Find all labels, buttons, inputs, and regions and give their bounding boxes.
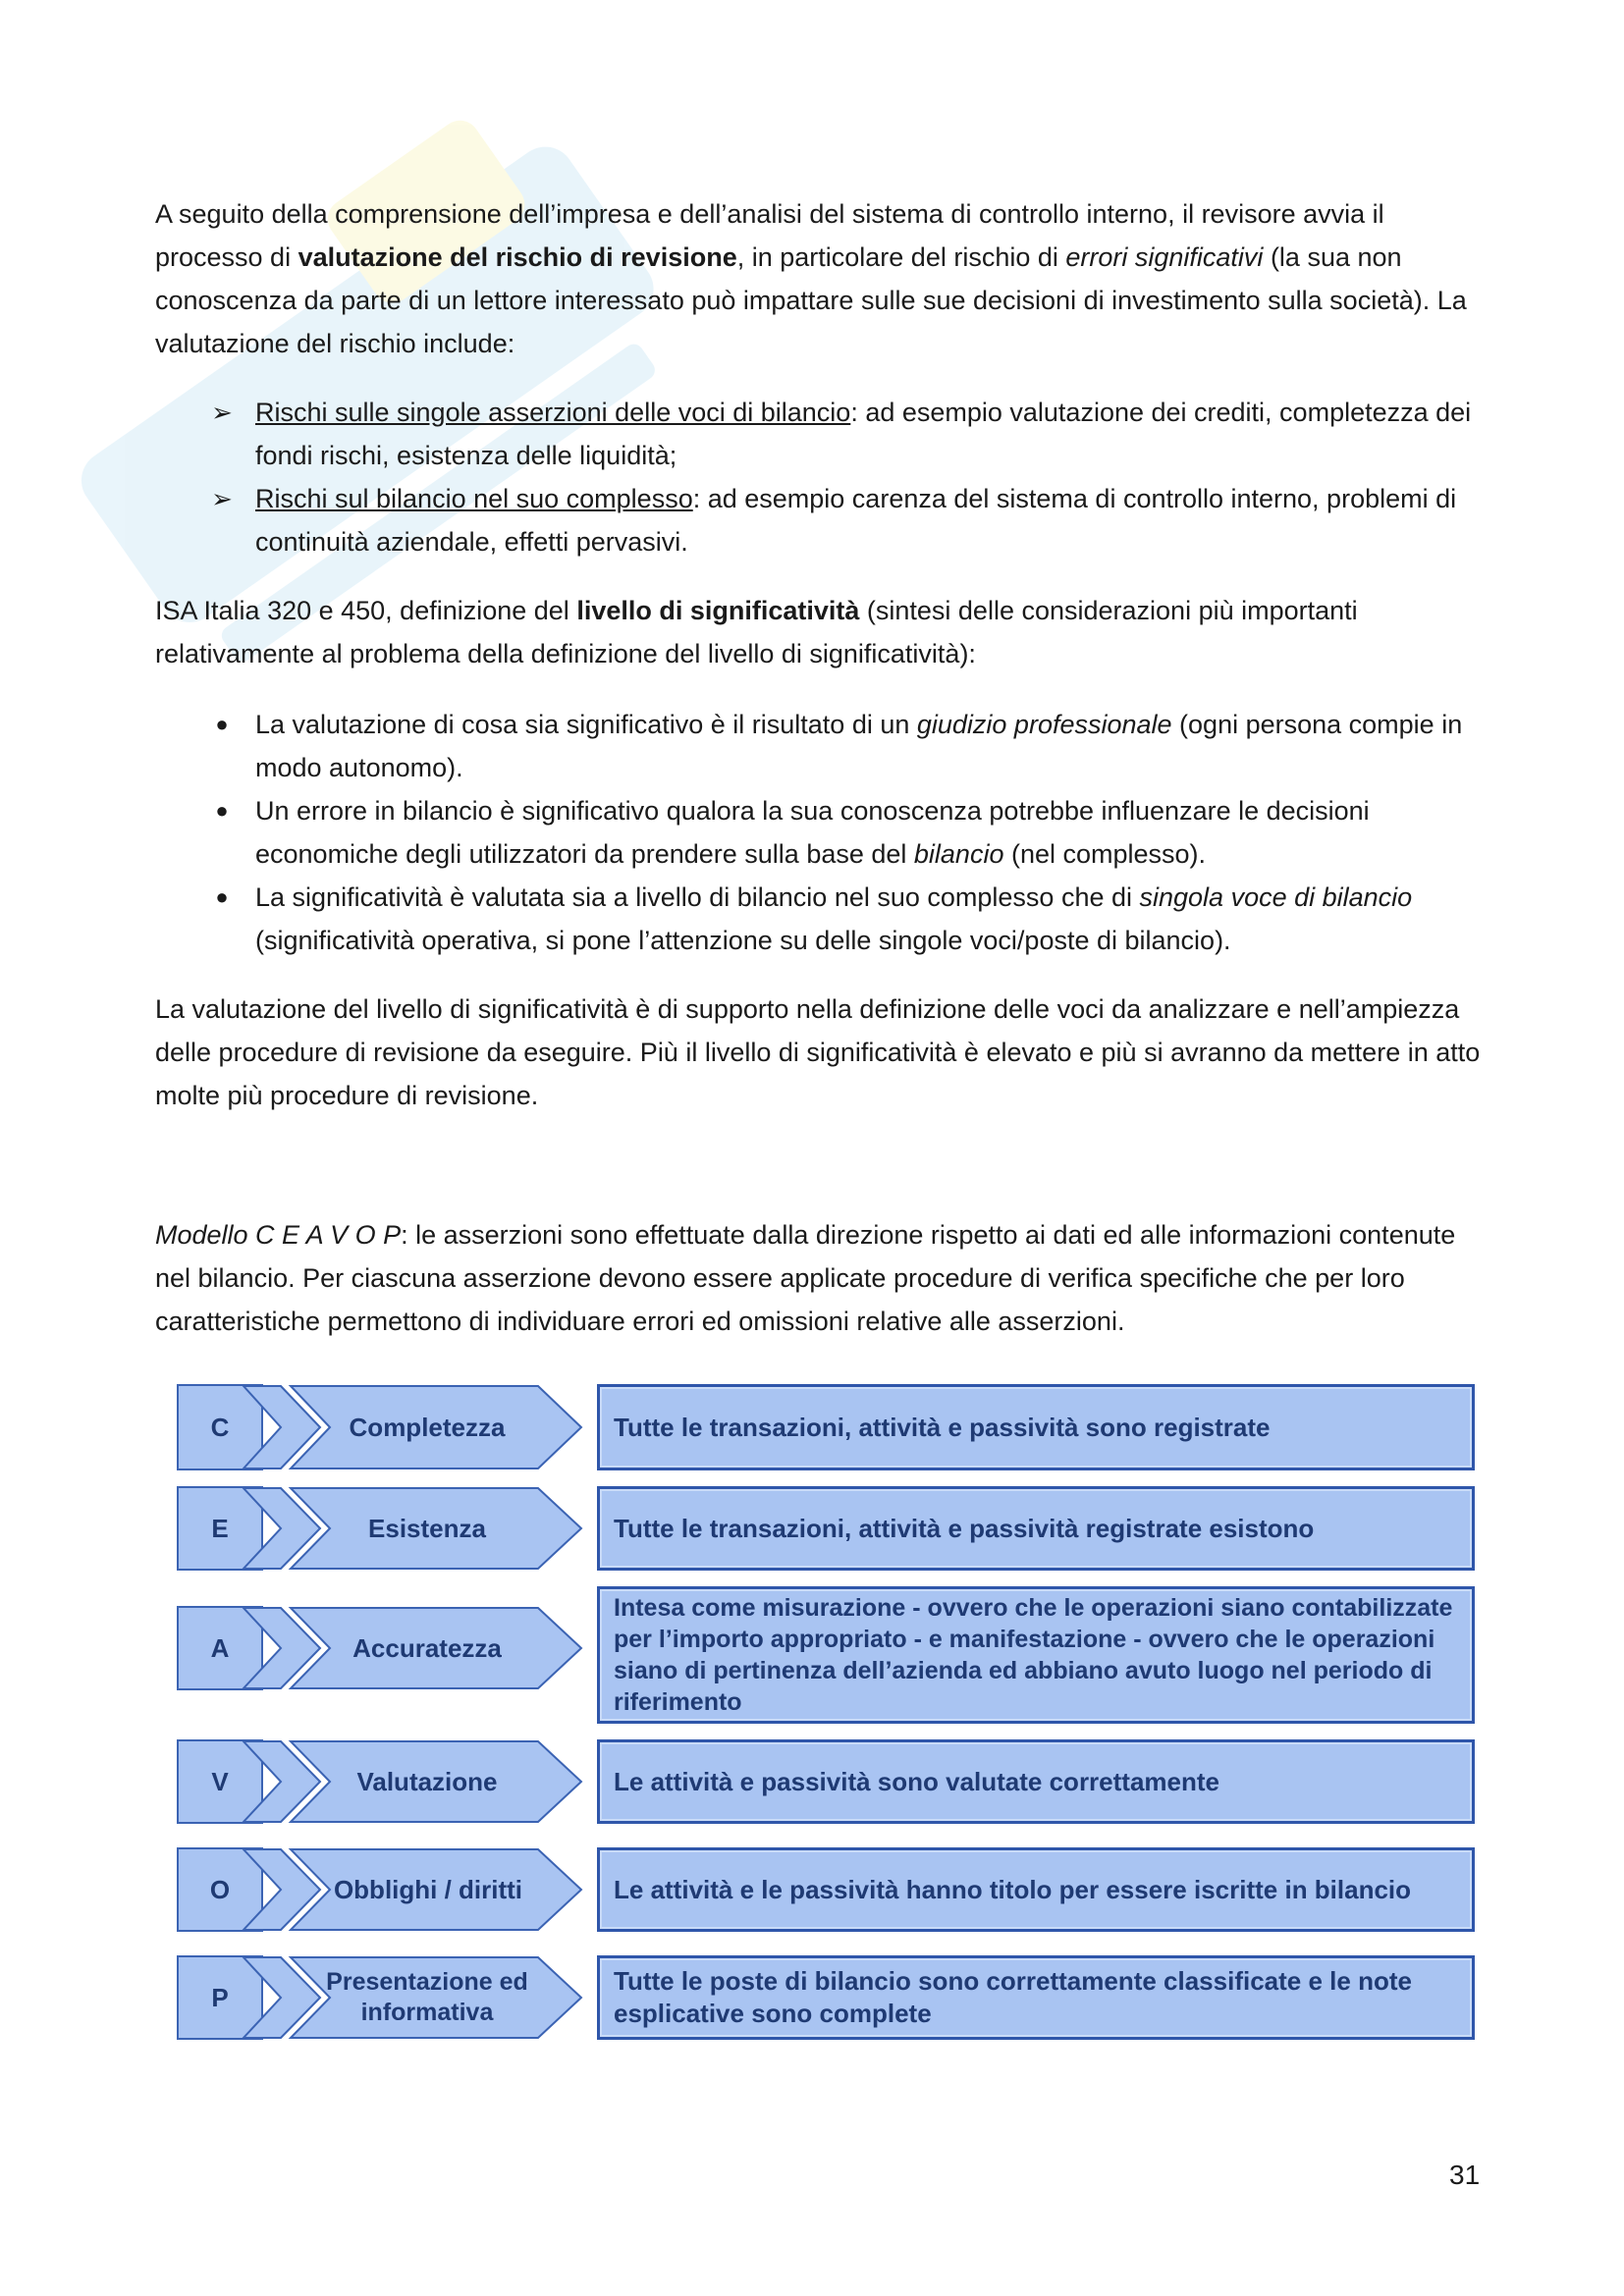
risk-list <box>155 391 1490 563</box>
list-item: ➢ Rischi sul bilancio nel suo complesso: ad esempio carenza del sistema di controllo interno, problemi di continuità aziendale, effetti pervasivi. <box>155 477 1490 563</box>
model-paragraph: Modello C E A V O P: le asserzioni sono effettuate dalla direzione rispetto ai dati ed alle informazioni contenute nel bilancio. Per ciascuna asserzione devono essere applicate procedure di verifica specifiche che per loro caratteristiche permettono di individuare errori ed omissioni relative alle asserzioni. <box>155 1220 1456 1336</box>
list-item: ● La significatività è valutata sia a livello di bilancio nel suo complesso che di singola voce di bilancio (significatività operativa, si pone l’attenzione su delle singole voci/poste di bilancio). <box>155 876 1490 962</box>
arrow-bullet-icon: ➢ <box>211 398 233 427</box>
assertion-label: Obblighi / diritti <box>333 1875 523 1904</box>
ceavop-row <box>177 1847 1483 1932</box>
assertion-description: Tutte le transazioni, attività e passività sono registrate <box>597 1384 1475 1470</box>
assertion-letter: E <box>177 1486 263 1571</box>
significance-list <box>155 703 1490 962</box>
page-number: 31 <box>1449 2160 1481 2190</box>
assertion-description: Le attività e passività sono valutate correttamente <box>597 1739 1475 1824</box>
ceavop-row <box>177 1486 1483 1571</box>
assertion-description: Tutte le poste di bilancio sono correttamente classificate e le note esplicative sono complete <box>597 1955 1475 2040</box>
assertion-description: Le attività e le passività hanno titolo per essere iscritte in bilancio <box>597 1847 1475 1932</box>
bullet-icon: ● <box>215 884 229 909</box>
isa-paragraph: ISA Italia 320 e 450, definizione del livello di significatività (sintesi delle considerazioni più importanti relativamente al problema della definizione del livello di significatività): <box>155 596 1358 668</box>
assertion-label: Accuratezza <box>352 1633 502 1663</box>
significance-paragraph: La valutazione del livello di significatività è di supporto nella definizione delle voci da analizzare e nell’ampiezza delle procedure di revisione da eseguire. Più il livello di significatività è elevato e più si avranno da mettere in atto molte più procedure di revisione. <box>155 994 1481 1110</box>
assertion-label: Presentazione ed informativa <box>326 1968 528 2026</box>
assertion-letter: C <box>177 1384 263 1470</box>
intro-paragraph: A seguito della comprensione dell’impresa e dell’analisi del sistema di controllo interno, il revisore avvia il processo di valutazione del rischio di revisione, in particolare del rischio di errori significativi (la sua non conoscenza da parte di un lettore interessato può impattare sulle sue decisioni di investimento sulla società). La valutazione del rischio include: <box>155 199 1467 358</box>
list-item: ● La valutazione di cosa sia significativo è il risultato di un giudizio professionale (ogni persona compie in modo autonomo). <box>155 703 1490 789</box>
assertion-letter: P <box>177 1955 263 2040</box>
bullet-icon: ● <box>215 712 229 736</box>
assertion-description: Tutte le transazioni, attività e passività registrate esistono <box>597 1486 1475 1571</box>
ceavop-row <box>177 1739 1483 1824</box>
arrow-bullet-icon: ➢ <box>211 484 233 513</box>
ceavop-row <box>177 1586 1483 1724</box>
assertion-description: Intesa come misurazione - ovvero che le operazioni siano contabilizzate per l’importo appropriato - e manifestazione - ovvero che le operazioni siano di pertinenza dell’azienda ed abbiano avuto luogo nel periodo di riferimento <box>597 1586 1475 1724</box>
ceavop-diagram <box>177 1374 1483 2061</box>
list-item: ➢ Rischi sulle singole asserzioni delle voci di bilancio: ad esempio valutazione dei crediti, completezza dei fondi rischi, esistenza delle liquidità; <box>155 391 1490 477</box>
assertion-label: Esistenza <box>368 1514 486 1543</box>
ceavop-row <box>177 1955 1483 2040</box>
bullet-icon: ● <box>215 798 229 823</box>
assertion-label: Completezza <box>349 1413 506 1442</box>
assertion-letter: V <box>177 1739 263 1824</box>
ceavop-row <box>177 1384 1483 1470</box>
assertion-letter: A <box>177 1606 263 1690</box>
list-item: ● Un errore in bilancio è significativo qualora la sua conoscenza potrebbe influenzare le decisioni economiche degli utilizzatori da prendere sulla base del bilancio (nel complesso). <box>155 789 1490 876</box>
assertion-letter: O <box>177 1847 263 1932</box>
assertion-label: Valutazione <box>356 1767 498 1796</box>
